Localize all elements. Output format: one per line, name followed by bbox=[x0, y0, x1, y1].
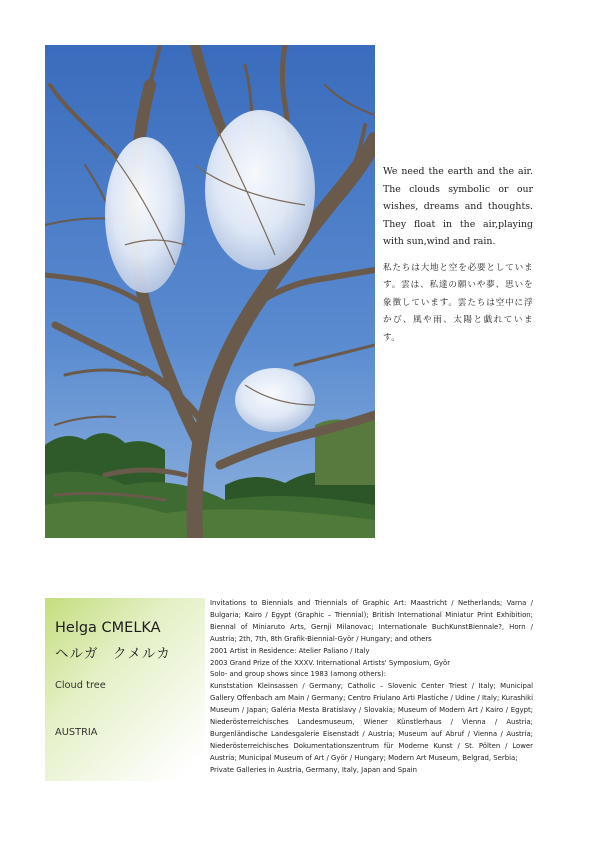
artist-statement bbox=[383, 163, 533, 347]
artist-info-panel bbox=[45, 598, 205, 781]
statement-english: We need the earth and the air. The clouds symbolic or our wishes, dreams and thoughts. They float in the air,playing with sun,wind and rain. bbox=[383, 166, 533, 247]
work-title: Cloud tree bbox=[55, 680, 106, 691]
bio-paragraph: Kunststation Kleinsassen / Germany; Catholic – Slovenic Center Triest / Italy; Municipal Gallery Offenbach am Main / Germany; Centro Friulano Arti Plastiche / Udine / Italy; Kurashiki Museum / Japan; Galéria Mesta Bratislavy / Slovakia; Museum of Modern Art / Kairo / Egypt; Niederösterreichisches Landesmuseum, Wiener Künstlerhaus / Vienna / Austria; Burgenländische Landesgalerie Eisenstadt / Austria; Museum auf Abruf / Vienna / Austria; Niederösterreichisches Dokumentationszentrum für Moderne Kunst / St. Pölten / Lower Austria; Municipal Museum of Art / Györ / Hungary; Modern Art Museum, Belgrad, Serbia; bbox=[210, 682, 533, 762]
artist-name-japanese: ヘルガ クメルカ bbox=[55, 646, 171, 662]
bio-paragraph: Solo- and group shows since 1983 (among others): bbox=[210, 670, 387, 679]
bio-paragraph: 2003 Grand Prize of the XXXV. International Artists' Symposium, Györ bbox=[210, 658, 451, 667]
artist-biography bbox=[210, 598, 533, 777]
bio-paragraph: Invitations to Biennials and Triennials of Graphic Art: Maastricht / Netherlands; Varna / Bulgaria; Kairo / Egypt (Graphic – Triennial); British International Miniatur Print Exhibition; Biennal of Miniaruto Arts, Gernji Milanovac; Internationale BuchKunstBiennale?, Horn / Austria; 2th, 7th, 8th Grafik-Biennial-Györ / Hungary; and others bbox=[210, 599, 533, 643]
bio-paragraph: Private Galleries in Austria, Germany, Italy, Japan and Spain bbox=[210, 765, 418, 774]
artist-name: Helga CMELKA bbox=[55, 620, 161, 636]
artwork-photo bbox=[45, 45, 375, 538]
statement-japanese: 私たちは大地と空を必要としています。雲は、私達の願いや夢、思いを象徴しています。雲たちは空中に浮かび、風や雨、太陽と戯れています。 bbox=[383, 262, 533, 343]
bio-paragraph: 2001 Artist in Residence: Atelier Paliano / Italy bbox=[210, 646, 370, 655]
artist-country: AUSTRIA bbox=[55, 727, 98, 738]
cloud-tree-image bbox=[45, 45, 375, 538]
